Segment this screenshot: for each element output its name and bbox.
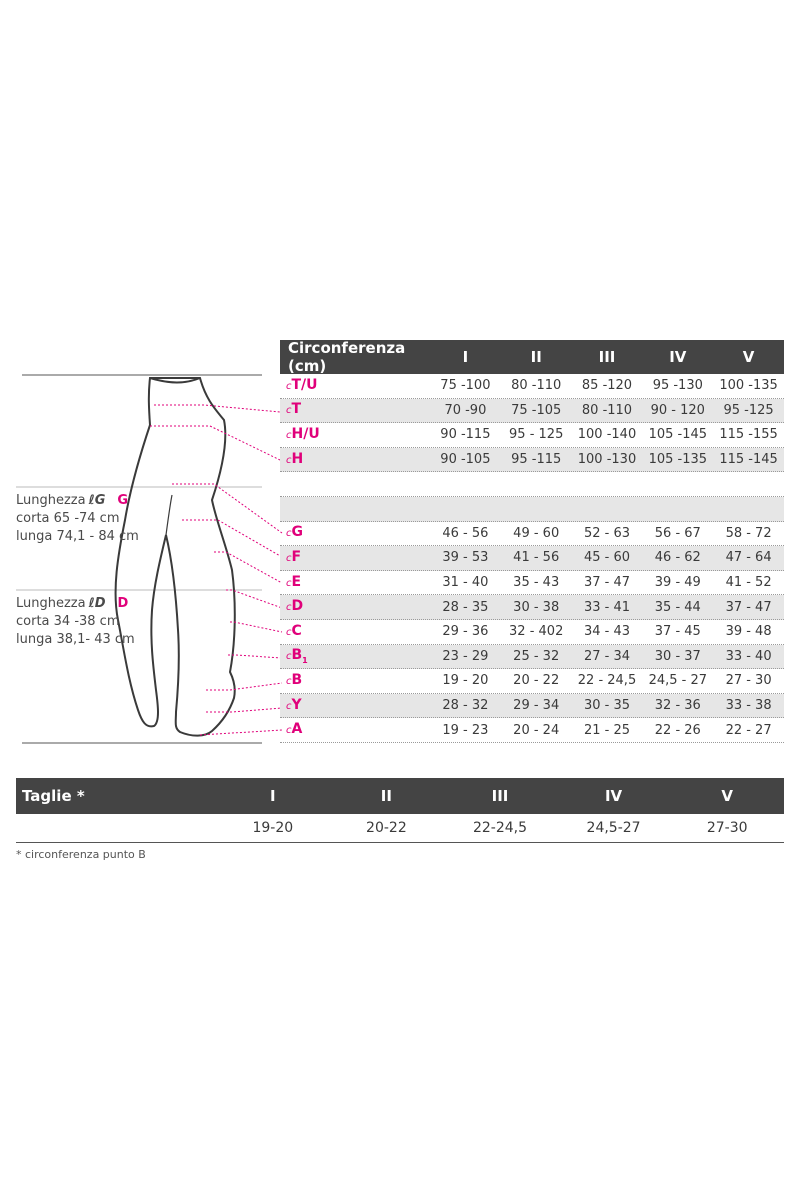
table-row [280,694,784,719]
table-cell: 39 - 48 [725,624,772,640]
row-label-text: H [291,450,304,467]
sizes-value: 24,5-27 [586,820,641,836]
length-d-short: corta 34 -38 cm [16,614,120,629]
table-cell: 80 -110 [511,378,562,394]
table-cell: 20 - 24 [513,722,560,738]
table-row [280,718,784,743]
table-row [280,669,784,694]
row-label-prefix: c [286,454,292,466]
row-label-prefix: c [286,528,292,540]
table-row [280,399,784,424]
row-label-text: D [291,598,304,615]
row-label-prefix: c [286,676,292,688]
table-cell: 31 - 40 [442,575,489,591]
row-label-text: C [291,622,302,639]
row-label [280,623,430,641]
table-cell: 37 - 47 [583,575,631,591]
table-cell: 33 - 40 [725,648,772,664]
table-cell: 19 - 20 [442,673,489,689]
table-cell: 35 - 43 [513,575,560,591]
table-cell: 56 - 67 [654,525,701,541]
table-row [280,645,784,670]
table-cell: 90 -105 [440,452,491,468]
table-cell: 95 - 125 [509,427,564,443]
table-row [280,571,784,596]
table-cell: 80 -110 [581,402,633,418]
length-d-annotation [16,595,135,649]
row-label-prefix: c [286,725,292,737]
table-row [280,374,784,399]
size-column-header: II [530,348,542,366]
table-cell: 39 - 49 [654,575,701,591]
row-label-prefix: c [286,553,292,565]
row-label [280,549,430,567]
table-cell: 30 - 35 [583,698,631,714]
table-cell: 46 - 56 [442,525,489,541]
footnote: * circonferenza punto B [16,848,146,861]
row-label-text: H/U [291,426,320,443]
row-label [280,697,430,715]
row-label-prefix: c [286,651,292,663]
row-label [280,647,430,665]
table-cell: 105 -145 [648,427,708,443]
table-cell: 20 - 22 [513,673,560,689]
table-cell: 47 - 64 [725,550,772,566]
table-cell: 35 - 44 [654,599,701,615]
row-label-text: A [291,721,303,738]
row-label [280,377,430,395]
sizes-column-header: V [721,787,733,805]
table-cell: 27 - 34 [583,648,631,664]
row-label [280,721,430,739]
sizes-column-header: I [270,787,276,805]
table-cell: 85 -120 [581,378,633,394]
table-row [280,620,784,645]
length-d-symbol: ℓD [88,596,106,611]
row-label-prefix: c [286,700,292,712]
table-cell: 95 -130 [652,378,703,394]
table-cell: 70 -90 [444,402,487,418]
sizes-table [16,778,784,843]
table-cell: 27 - 30 [725,673,772,689]
size-column-header: I [462,348,469,366]
row-label [280,524,430,542]
length-d-code: D [117,596,129,611]
circumference-rows [280,374,784,743]
row-label-text: G [291,524,303,541]
length-g-title: Lunghezza [16,493,86,508]
row-label-text: F [291,549,302,566]
circumference-header-label: Circonferenza (cm) [288,339,406,375]
row-label [280,672,430,690]
sizes-values-row [16,814,784,843]
table-cell: 115 -145 [719,452,778,468]
row-label [280,401,430,419]
row-label-text: B [291,647,303,664]
table-cell: 30 - 38 [513,599,560,615]
table-cell: 58 - 72 [725,525,772,541]
table-cell: 90 - 120 [650,402,705,418]
length-d-long: lunga 38,1- 43 cm [16,632,135,647]
length-g-long: lunga 74,1 - 84 cm [16,529,139,544]
sizes-value: 22-24,5 [472,820,527,836]
table-cell: 115 -155 [719,427,778,443]
table-row [280,423,784,448]
table-cell: 19 - 23 [442,722,489,738]
table-cell: 29 - 34 [513,698,560,714]
table-cell: 75 -100 [440,378,491,394]
table-cell: 52 - 63 [583,525,631,541]
table-cell: 22 - 24,5 [577,673,637,689]
size-column-header: IV [669,348,687,366]
table-cell: 45 - 60 [583,550,631,566]
table-cell: 34 - 43 [583,624,631,640]
table-cell: 29 - 36 [442,624,489,640]
sizes-column-header: IV [604,787,623,805]
table-row [280,546,784,571]
table-cell: 33 - 38 [725,698,772,714]
table-cell: 22 - 26 [654,722,701,738]
length-g-code: G [117,493,129,508]
table-cell: 100 -140 [577,427,637,443]
table-cell: 22 - 27 [725,722,772,738]
length-g-symbol: ℓG [88,493,106,508]
row-label [280,598,430,616]
sizes-column-header: II [380,787,392,805]
measurement-guides [150,405,282,735]
table-cell: 25 - 32 [513,648,560,664]
table-cell: 23 - 29 [442,648,489,664]
table-cell: 95 -125 [723,402,774,418]
table-cell: 95 -115 [511,452,562,468]
table-cell: 24,5 - 27 [648,673,708,689]
sizes-value: 19-20 [252,820,294,836]
row-label-text: Y [291,696,302,713]
row-label-text: T [291,401,302,418]
table-cell: 37 - 47 [725,599,772,615]
table-cell: 41 - 52 [725,575,772,591]
table-cell: 32 - 36 [654,698,701,714]
circumference-table [280,340,784,743]
table-cell: 49 - 60 [513,525,560,541]
sizes-value: 27-30 [706,820,748,836]
circumference-table-header [280,340,784,374]
sizes-table-header [16,778,784,814]
table-row [280,448,784,473]
row-label-text: E [291,573,302,590]
table-cell: 75 -105 [511,402,562,418]
row-label [280,451,430,469]
table-cell: 30 - 37 [654,648,701,664]
row-label-prefix: c [286,430,292,442]
row-label [280,574,430,592]
row-label-text: T/U [291,376,318,393]
length-d-title: Lunghezza [16,596,86,611]
table-cell: 100 -135 [719,378,778,394]
size-column-header: III [598,348,616,366]
table-cell: 21 - 25 [583,722,631,738]
table-row [280,595,784,620]
row-label-prefix: c [286,405,292,417]
row-label-prefix: c [286,626,292,638]
table-cell: 41 - 56 [513,550,560,566]
table-cell: 46 - 62 [654,550,701,566]
sizes-column-header: III [491,787,509,805]
table-cell: 100 -130 [577,452,637,468]
row-label-prefix: c [286,577,292,589]
table-row [280,522,784,547]
row-label-prefix: c [286,380,292,392]
sizes-value: 20-22 [366,820,407,836]
table-row [280,497,784,522]
length-g-annotation [16,492,139,546]
table-cell: 90 -115 [440,427,491,443]
row-label-prefix: c [286,602,292,614]
table-cell: 32 - 402 [509,624,564,640]
row-label-subscript: 1 [302,656,308,666]
table-cell: 28 - 32 [442,698,489,714]
table-cell: 105 -135 [648,452,708,468]
size-column-header: V [742,348,755,366]
row-label [280,426,430,444]
table-cell: 28 - 35 [442,599,489,615]
leg-outline [116,378,235,736]
table-row [280,472,784,497]
row-label-text: B [291,672,303,689]
length-g-short: corta 65 -74 cm [16,511,120,526]
sizes-header-label: Taglie * [22,787,85,805]
table-cell: 39 - 53 [442,550,489,566]
table-cell: 37 - 45 [654,624,701,640]
table-cell: 33 - 41 [583,599,631,615]
